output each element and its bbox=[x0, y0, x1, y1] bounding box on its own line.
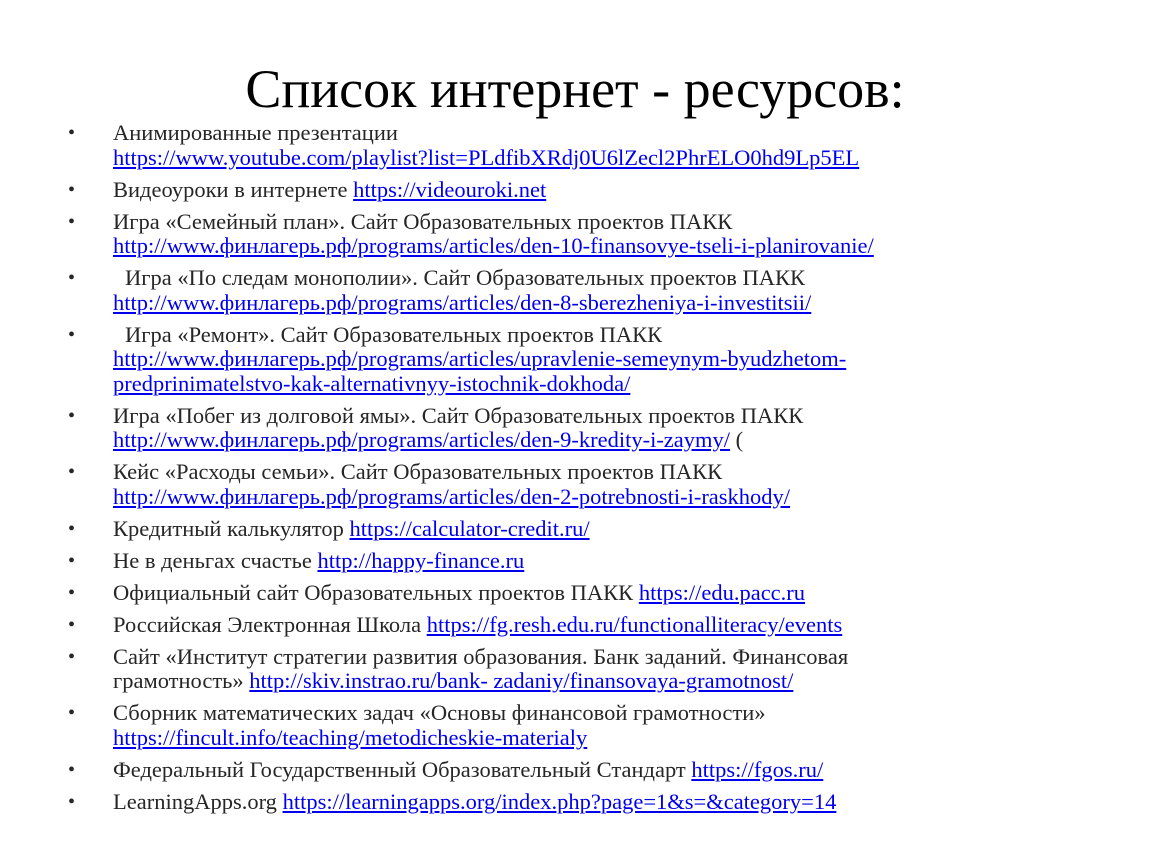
resource-link[interactable]: http://www.финлагерь.рф/programs/articles/upravlenie-semeynym-byudzhetom- bbox=[113, 346, 847, 371]
list-item bbox=[60, 266, 1120, 315]
item-text: Игра «Ремонт». Сайт Образовательных проектов ПАКК bbox=[125, 321, 663, 347]
item-text: Игра «Побег из долговой ямы». Сайт Образовательных проектов ПАКК bbox=[113, 402, 804, 428]
list-item bbox=[60, 581, 1120, 606]
bullet-icon: • bbox=[68, 404, 76, 427]
item-text: LearningApps.org bbox=[113, 788, 277, 814]
resource-link[interactable]: http://www.финлагерь.рф/programs/articles/den-2-potrebnosti-i-raskhody/ bbox=[113, 483, 791, 509]
bullet-icon: • bbox=[68, 122, 76, 144]
item-text: Кейс «Расходы семьи». Сайт Образовательных проектов ПАКК bbox=[113, 459, 723, 484]
list-item bbox=[60, 404, 1120, 453]
item-text: Федеральный Государственный Образовательный Стандарт bbox=[113, 756, 686, 782]
resource-link[interactable]: http://www.финлагерь.рф/programs/articles/den-10-finansovye-tseli-i-planirovanie/ bbox=[113, 233, 874, 258]
resource-link[interactable]: http://www.финлагерь.рф/programs/articles/den-8-sberezheniya-i-investitsii/ bbox=[113, 289, 812, 315]
item-text: Российская Электронная Школа bbox=[113, 611, 422, 637]
list-item bbox=[60, 210, 1120, 259]
list-item bbox=[60, 645, 1120, 694]
bullet-icon: • bbox=[68, 517, 76, 540]
item-text-continued: грамотность» bbox=[113, 668, 244, 693]
bullet-icon: • bbox=[68, 702, 76, 724]
list-item bbox=[60, 517, 1120, 542]
item-text: Сайт «Институт стратегии развития образования. Банк заданий. Финансовая bbox=[113, 643, 849, 669]
item-text: Сборник математических задач «Основы финансовой грамотности» bbox=[113, 700, 766, 725]
list-item bbox=[60, 549, 1120, 574]
list-item bbox=[60, 178, 1120, 203]
bullet-icon: • bbox=[68, 549, 76, 572]
bullet-icon: • bbox=[68, 790, 76, 813]
bullet-icon: • bbox=[68, 645, 76, 668]
bullet-icon: • bbox=[68, 758, 76, 781]
resource-link[interactable]: http://happy-finance.ru bbox=[317, 547, 525, 573]
list-item bbox=[60, 460, 1120, 509]
bullet-icon: • bbox=[68, 178, 76, 201]
resource-link-continued[interactable]: predprinimatelstvo-kak-alternativnyy-istochnik-dokhoda/ bbox=[113, 370, 631, 396]
list-item bbox=[60, 790, 1120, 815]
list-item bbox=[60, 121, 1120, 170]
bullet-icon: • bbox=[68, 267, 76, 289]
item-suffix: ( bbox=[730, 427, 744, 452]
list-item bbox=[60, 701, 1120, 750]
resource-link[interactable]: https://calculator-credit.ru/ bbox=[349, 515, 590, 541]
resource-link[interactable]: https://videouroki.net bbox=[353, 176, 547, 202]
resource-link[interactable]: http://www.финлагерь.рф/programs/articles/den-9-kredity-i-zaymy/ bbox=[113, 427, 731, 452]
item-text: Анимированные презентации bbox=[113, 120, 398, 145]
resource-link[interactable]: https://fincult.info/teaching/metodicheskie-materialy bbox=[113, 724, 588, 750]
resource-link[interactable]: https://fg.resh.edu.ru/functionalliteracy/events bbox=[426, 611, 843, 637]
resource-list bbox=[60, 121, 1120, 822]
resource-link[interactable]: https://fgos.ru/ bbox=[691, 756, 824, 782]
bullet-icon: • bbox=[68, 210, 76, 233]
item-text: Не в деньгах счастье bbox=[113, 547, 312, 573]
resource-link[interactable]: http://skiv.instrao.ru/bank- zadaniy/finansovaya-gramotnost/ bbox=[249, 668, 794, 693]
list-item bbox=[60, 758, 1120, 783]
resource-link[interactable]: https://learningapps.org/index.php?page=1&s=&category=14 bbox=[282, 788, 837, 814]
item-text: Игра «Семейный план». Сайт Образовательных проектов ПАКК bbox=[113, 208, 733, 234]
slide-title: Список интернет - ресурсов: bbox=[245, 59, 905, 119]
list-item bbox=[60, 323, 1120, 397]
resource-link[interactable]: https://www.youtube.com/playlist?list=PLdfibXRdj0U6lZecl2PhrELO0hd9Lp5EL bbox=[113, 144, 860, 170]
list-item bbox=[60, 613, 1120, 638]
item-text: Кредитный калькулятор bbox=[113, 515, 344, 541]
item-text: Видеоуроки в интернете bbox=[113, 176, 348, 202]
bullet-icon: • bbox=[68, 323, 76, 346]
bullet-icon: • bbox=[68, 461, 76, 483]
bullet-icon: • bbox=[68, 581, 76, 604]
bullet-icon: • bbox=[68, 613, 76, 636]
resource-link[interactable]: https://edu.pacc.ru bbox=[638, 579, 806, 605]
item-text: Игра «По следам монополии». Сайт Образовательных проектов ПАКК bbox=[125, 265, 805, 290]
item-text: Официальный сайт Образовательных проектов ПАКК bbox=[113, 579, 634, 605]
